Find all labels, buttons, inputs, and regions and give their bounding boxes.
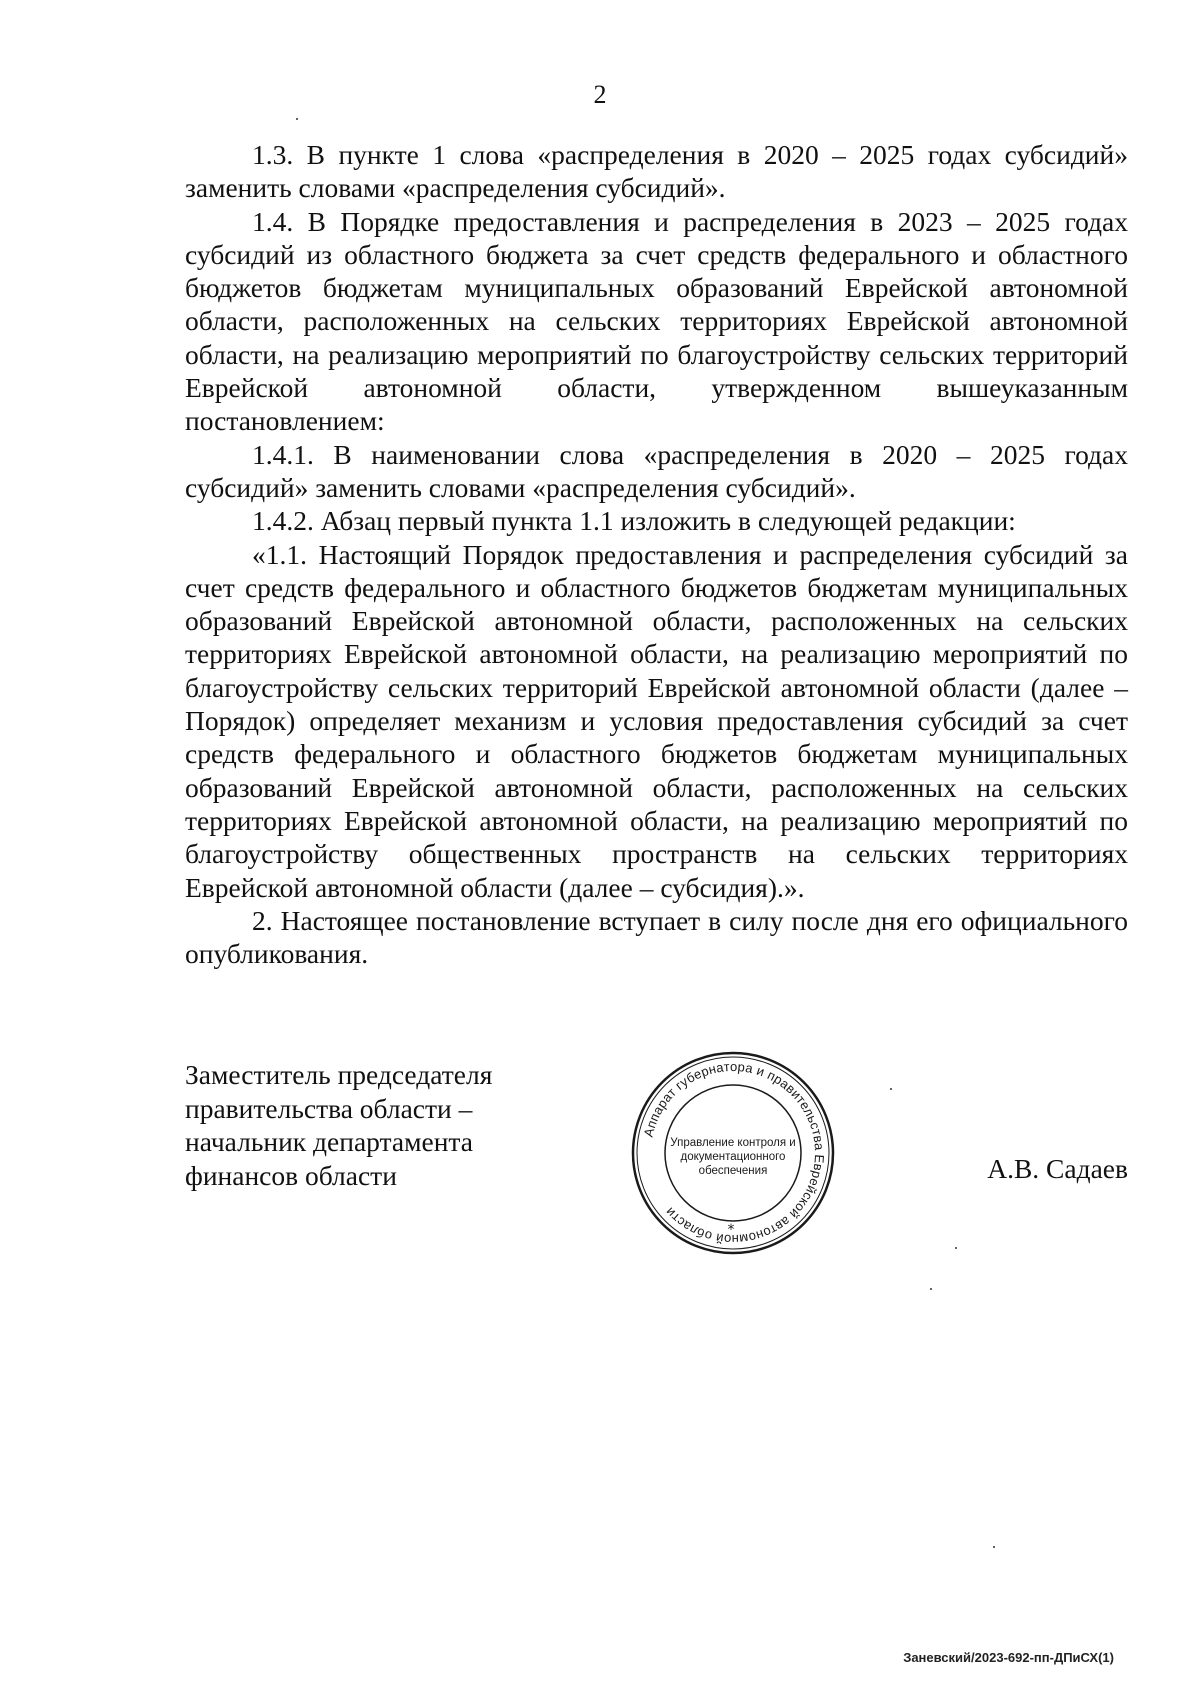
paragraph-quoted-1-1: «1.1. Настоящий Порядок предоставления и распределения субсидий за счет средств федерального и областного бюджетов бюджетам муниципальных образований Еврейской автономной области, расположенных на сельских территориях Еврейской автономной области, на реализацию мероприятий по благоустройству сельских территорий Еврейской автономной области (далее – Порядок) определяет механизм и условия предоставления субсидий за счет средств федерального и областного бюджетов бюджетам муниципальных образований Еврейской автономной области, расположенных на сельских территориях Еврейской автономной области, на реализацию мероприятий по благоустройству общественных пространств на сельских территориях Еврейской автономной области (далее – субсидия).».: [185, 538, 1128, 903]
signatory-name: А.В. Садаев: [987, 1153, 1128, 1184]
stamp-star-icon: *: [727, 1222, 735, 1238]
signatory-position-line: финансов области: [185, 1159, 397, 1191]
paragraph-1-4-1: 1.4.1. В наименовании слова «распределения в 2020 – 2025 годах субсидий» заменить словами «распределения субсидий».: [185, 438, 1128, 503]
paragraph-1-4: 1.4. В Порядке предоставления и распределения в 2023 – 2025 годах субсидий из областного бюджета за счет средств федерального и областного бюджетов бюджетам муниципальных образований Еврейской автономной области, расположенных на сельских территориях Еврейской автономной области, на реализацию мероприятий по благоустройству сельских территорий Еврейской автономной области, утвержденном вышеуказанным постановлением:: [185, 205, 1128, 437]
page-number: 2: [593, 80, 607, 109]
stamp-center-line: документационного: [680, 1151, 786, 1163]
stamp-center-line: обеспечения: [698, 1165, 768, 1177]
stamp-seal: [628, 1048, 838, 1258]
signatory-position-line: Заместитель председателя: [185, 1059, 493, 1090]
signatory-position-line: начальник департамента: [185, 1126, 473, 1157]
official-stamp: [628, 1048, 838, 1258]
scan-speck: [930, 1288, 932, 1290]
signatory-position-line: правительства области –: [185, 1092, 473, 1124]
scan-speck: [955, 1247, 957, 1249]
paragraph-1-4-2: 1.4.2. Абзац первый пункта 1.1 изложить в следующей редакции:: [252, 505, 1016, 537]
scan-speck: [890, 1088, 892, 1090]
stamp-ring-text: Аппарат губернатора и правительства Еврейской автономной области: [640, 1058, 828, 1248]
document-body: [185, 138, 1128, 970]
stamp-center-line: Управление контроля и: [670, 1137, 796, 1149]
signatory-position: [185, 1058, 492, 1192]
scan-speck: [296, 118, 298, 120]
document-reference-code: Заневский/2023-692-пп-ДПиСХ(1): [903, 1650, 1114, 1665]
paragraph-1-3: 1.3. В пункте 1 слова «распределения в 2020 – 2025 годах субсидий» заменить словами «распределения субсидий».: [185, 139, 1128, 204]
paragraph-2: 2. Настоящее постановление вступает в силу после дня его официального опубликования.: [185, 904, 1128, 970]
scan-speck: [993, 1546, 995, 1548]
